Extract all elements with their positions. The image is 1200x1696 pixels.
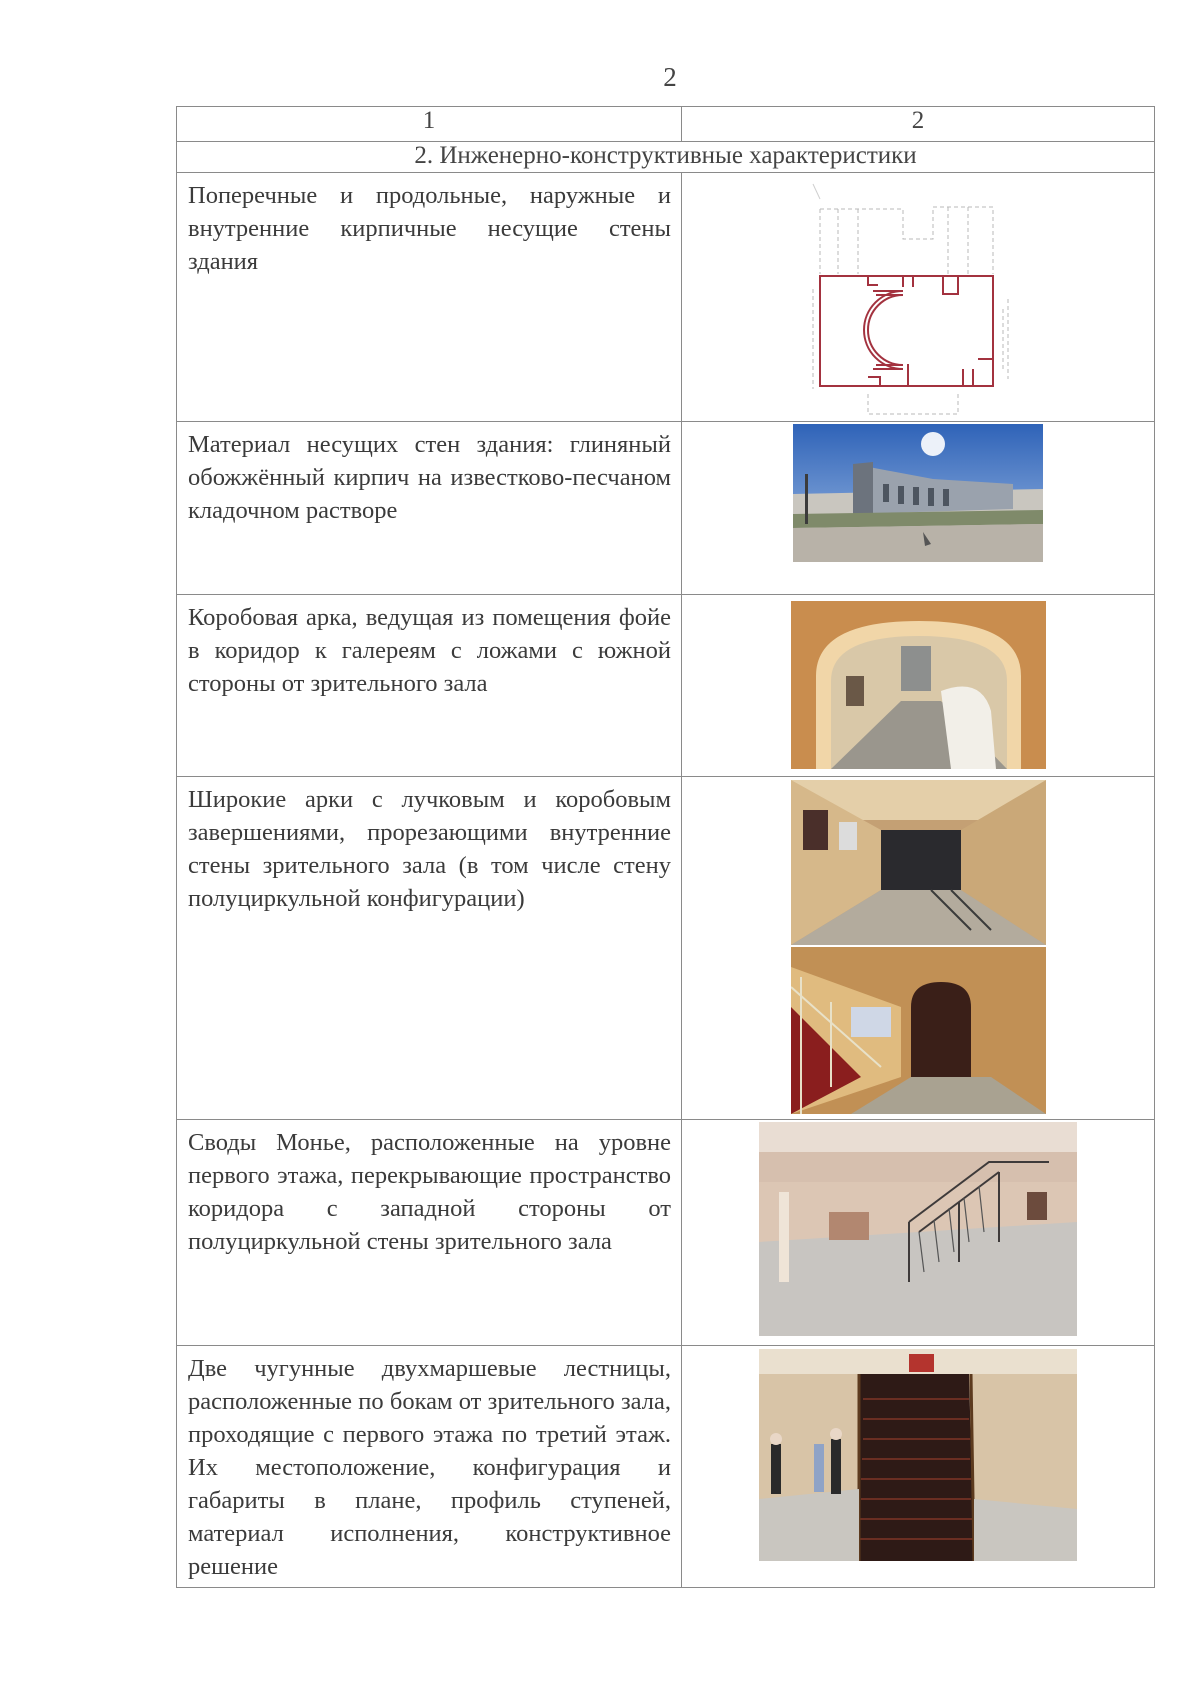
row-text: Широкие арки с лучковым и коробовым завершениями, прорезающими внутренние стены зрительного зала (в том числе стену полуциркульной конфигурации)	[188, 786, 671, 912]
table-row	[177, 1120, 1155, 1346]
header-cell-1: 1	[177, 107, 682, 142]
page-number: 2	[663, 62, 677, 92]
row-text: Материал несущих стен здания: глиняный обожжённый кирпич на известково-песчаном кладочном растворе	[188, 431, 671, 524]
row-text: Две чугунные двухмаршевые лестницы, расположенные по бокам от зрительного зала, проходящие с первого этажа по третий этаж. Их местоположение, конфигурация и габариты в плане, профиль ступеней, материал исполнения, конструктивное решение	[188, 1355, 671, 1580]
corridor-arch-photo	[791, 780, 1046, 945]
box-arch-photo	[791, 601, 1046, 769]
monier-vaults-photo	[759, 1122, 1077, 1336]
section-title: 2. Инженерно-конструктивные характеристики	[177, 142, 1155, 173]
table-row	[177, 1346, 1155, 1588]
table-header-row	[177, 107, 1155, 142]
section-title-row	[177, 142, 1155, 173]
building-exterior-photo	[793, 424, 1043, 562]
row-text: Коробовая арка, ведущая из помещения фойе в коридор к галереям с ложами с южной стороны от зрительного зала	[188, 604, 671, 697]
staircase-arch-photo	[791, 947, 1046, 1114]
table-row	[177, 595, 1155, 777]
table-row	[177, 777, 1155, 1120]
floor-plan-image	[808, 179, 1028, 417]
row-text: Своды Монье, расположенные на уровне первого этажа, перекрывающие пространство коридора с западной стороны от полуциркульной стены зрительного зала	[188, 1129, 671, 1255]
characteristics-table	[176, 106, 1155, 1588]
cast-iron-stair-photo	[759, 1349, 1077, 1561]
row-text: Поперечные и продольные, наружные и внутренние кирпичные несущие стены здания	[188, 182, 671, 275]
table-row	[177, 422, 1155, 595]
header-cell-2: 2	[682, 107, 1155, 142]
table-row	[177, 173, 1155, 422]
